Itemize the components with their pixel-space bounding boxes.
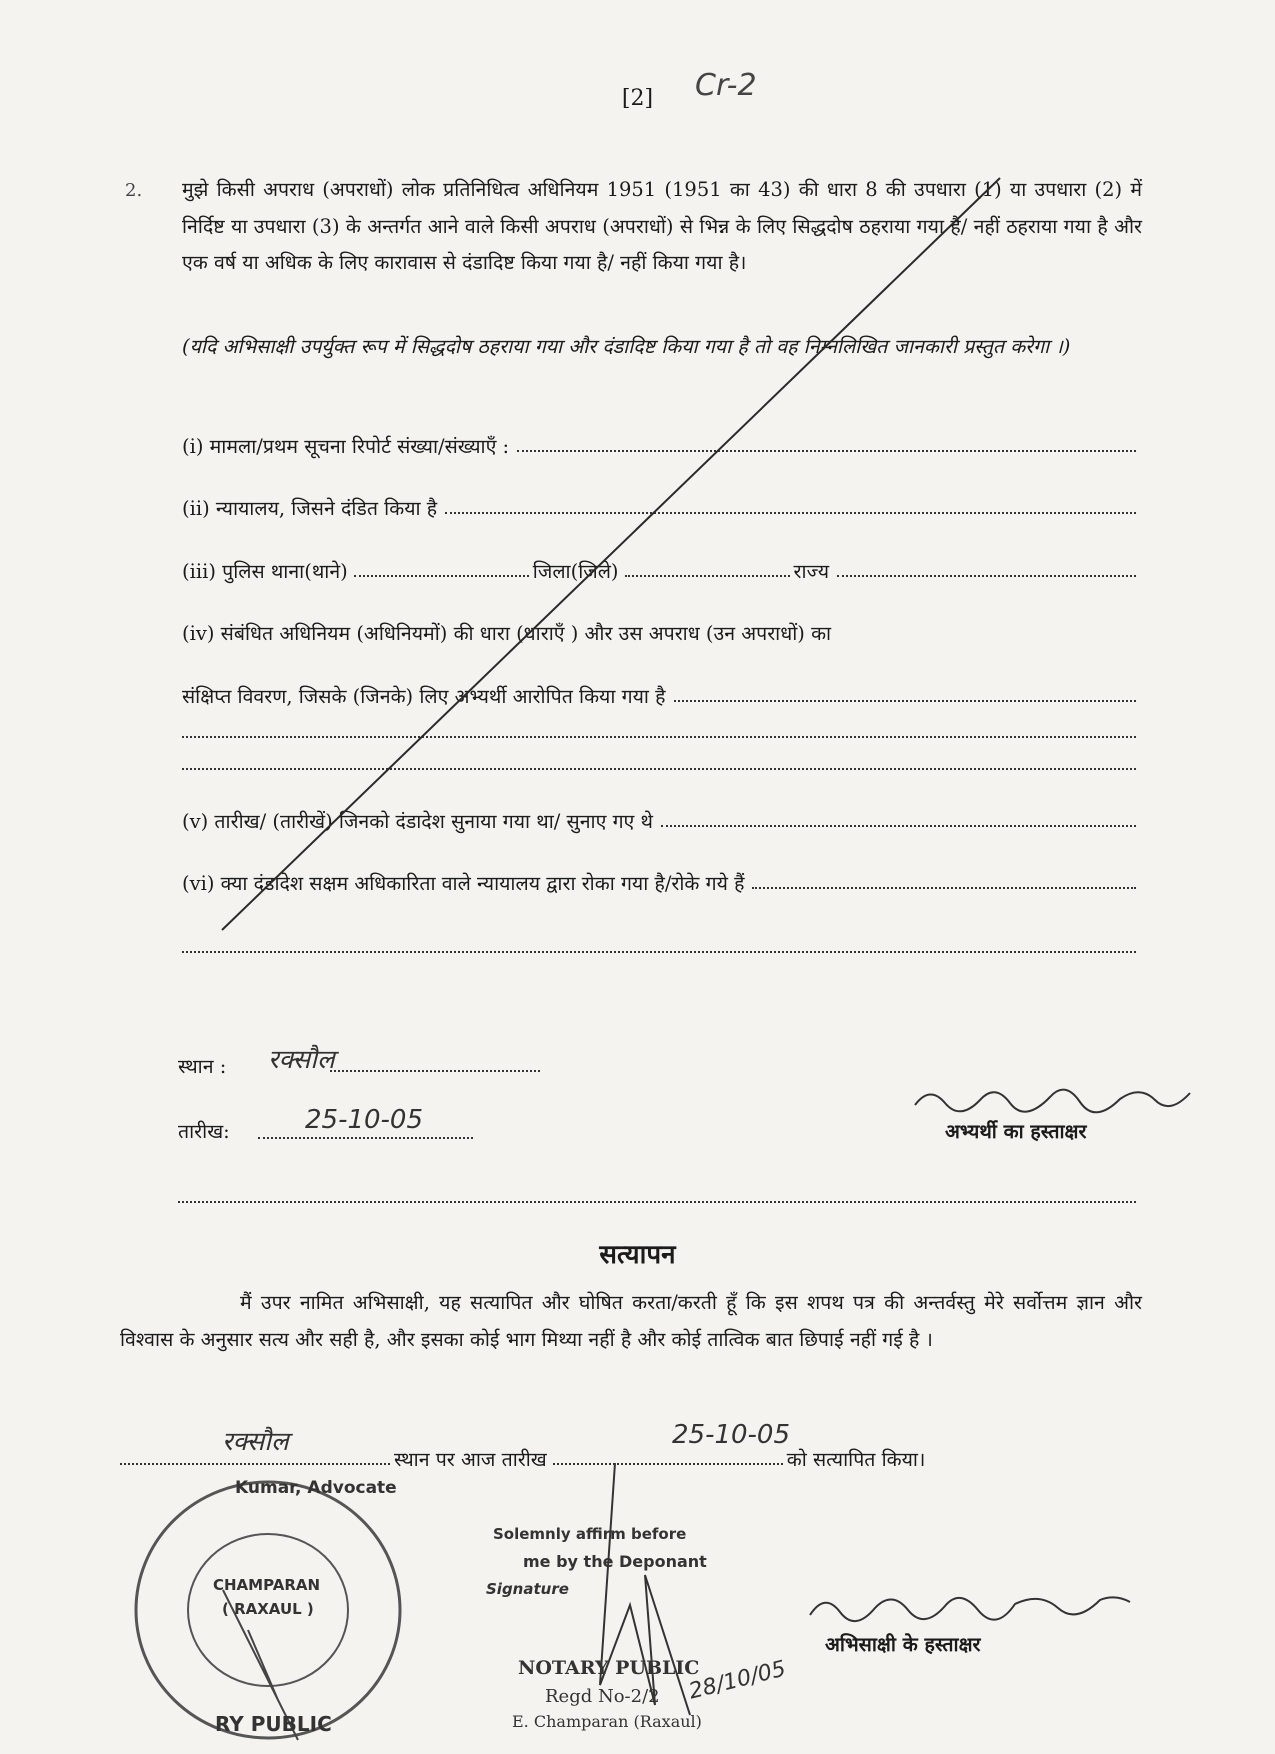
date-dots (258, 1137, 473, 1139)
main-paragraph: मुझे किसी अपराध (अपराधों) लोक प्रतिनिधित्व अधिनियम 1951 (1951 का 43) की धारा 8 की उपधारा (1) या उपधारा (2) में निर्दिष्ट या उपधारा (3) के अन्तर्गत आने वाले किसी अपराध (अपराधों) से भिन्न के लिए सिद्धदोष ठहराया गया है/ नहीं ठहराया गया है और एक वर्ष या अधिक के लिए कारावास से दंडादिष्ट किया गया है/ नहीं किया गया है। (182, 178, 1142, 274)
verification-end-text: को सत्यापित किया। (786, 1448, 926, 1471)
page-number: [2] (621, 86, 654, 111)
notary-line-2: Regd No-2/2 (545, 1686, 660, 1707)
field-sentence-stayed-label: (vi) क्या दंडादेश सक्षम अधिकारिता वाले न्यायालय द्वारा रोका गया है/रोके गये हैं (182, 872, 745, 895)
field-sentence-date-label: (v) तारीख/ (तारीखें) जिनको दंडादेश सुनाया गया था/ सुनाए गए थे (182, 810, 654, 833)
stamp-line-3: ( RAXAUL ) (222, 1600, 314, 1618)
place-value: रक्सौल (268, 1045, 335, 1075)
field-police-label: (iii) पुलिस थाना(थाने) (182, 560, 348, 583)
notary-date: 28/10/05 (686, 1656, 789, 1705)
place-label: स्थान : (178, 1055, 227, 1078)
date-label: तारीख: (178, 1120, 230, 1143)
field-act-label-1: (iv) संबंधित अधिनियम (अधिनियमों) की धारा (धाराएँ ) और उस अपराध (उन अपराधों) का (182, 622, 832, 645)
italic-note: (यदि अभिसाक्षी उपर्युक्त रूप में सिद्धदोष ठहराया गया और दंडादिष्ट किया गया है तो वह निम्नलिखित जानकारी प्रस्तुत करेगा ।) (182, 335, 1071, 358)
verification-paragraph: मैं उपर नामित अभिसाक्षी, यह सत्यापित और घोषित करता/करती हूँ कि इस शपथ पत्र की अन्तर्वस्तु मेरे सर्वोत्तम ज्ञान और विश्वास के अनुसार सत्य और सही है, और इसका कोई भाग मिथ्या नहीं है और कोई तात्विक बात छिपाई नहीं गई है । (120, 1291, 1142, 1351)
deponent-signature (800, 1580, 1140, 1635)
deponent-signature-label: अभिसाक्षी के हस्ताक्षर (825, 1633, 981, 1656)
candidate-signature-label: अभ्यर्थी का हस्ताक्षर (945, 1120, 1087, 1143)
verification-date-value: 25-10-05 (672, 1420, 791, 1450)
stamp-bottom: RY PUBLIC (215, 1712, 332, 1736)
field-district-label: जिला(जिले) (532, 560, 619, 583)
date-value: 25-10-05 (305, 1105, 424, 1135)
stamp-name: Kumar, Advocate (235, 1478, 397, 1498)
stamp-line-2: CHAMPARAN (213, 1576, 321, 1594)
item-number: 2. (125, 180, 143, 201)
handwritten-note: Cr-2 (695, 68, 757, 103)
attest-line-1: Solemnly affirm before (493, 1525, 687, 1543)
place-dots (330, 1070, 540, 1072)
verification-place-text: स्थान पर आज तारीख (394, 1448, 547, 1471)
field-act-label-2: संक्षिप्त विवरण, जिसके (जिनके) लिए अभ्यर्थी आरोपित किया गया है (182, 685, 666, 708)
blank-line (178, 1200, 1136, 1203)
field-state-label: राज्य (793, 560, 830, 583)
verification-heading: सत्यापन (599, 1240, 676, 1270)
attest-line-3: Signature (486, 1580, 569, 1598)
notary-line-1: NOTARY PUBLIC (518, 1657, 700, 1679)
verification-place-value: रक्सौल (222, 1427, 289, 1457)
notary-line-3: E. Champaran (Raxaul) (512, 1712, 702, 1731)
attest-line-2: me by the Deponant (523, 1552, 707, 1571)
field-court-label: (ii) न्यायालय, जिसने दंडित किया है (182, 497, 438, 520)
field-case-number-label: (i) मामला/प्रथम सूचना रिपोर्ट संख्या/संख्याएँ : (182, 435, 510, 458)
